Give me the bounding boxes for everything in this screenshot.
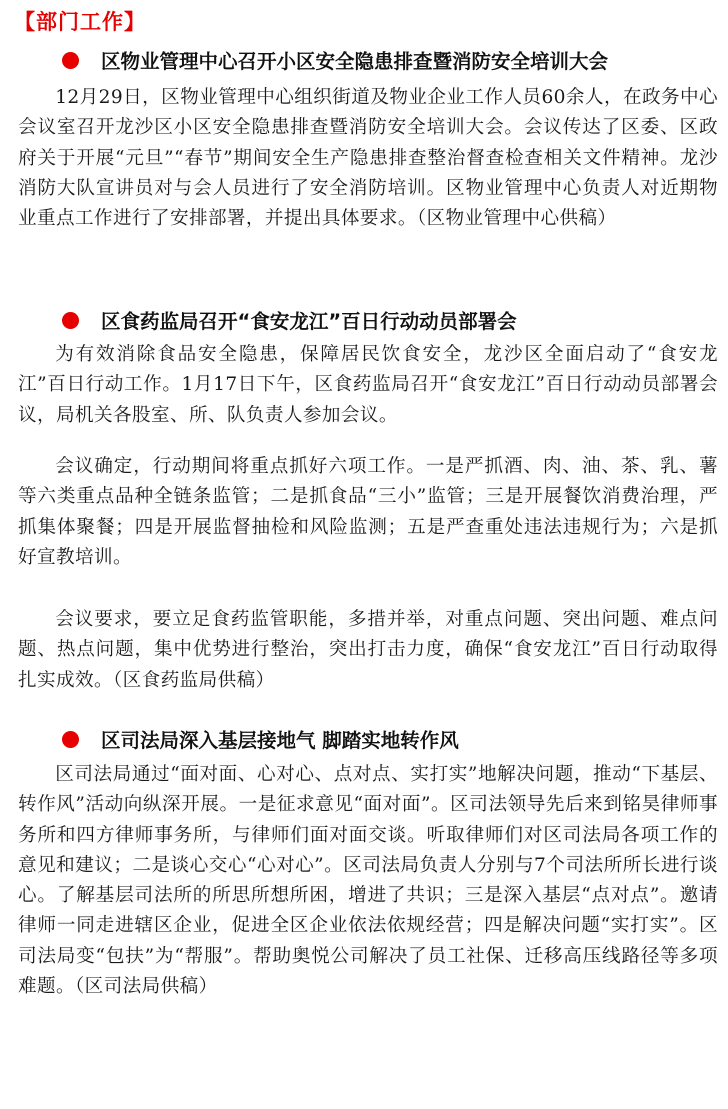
- section-label: 【部门工作】: [14, 10, 146, 34]
- article-headline: [62, 304, 517, 336]
- article-paragraph: 会议确定，行动期间将重点抓好六项工作。一是严抓酒、肉、油、茶、乳、薯等六类重点品种全链条监管；二是抓食品“三小”监管；三是开展餐饮消费治理，严抓集体聚餐；四是开展监督抽检和风险监测；五是严查重处违法违规行为；六是抓好宣教培训。: [18, 456, 718, 568]
- red-bullet-icon: [62, 52, 79, 69]
- article-headline: [62, 723, 459, 755]
- article-paragraph: 会议要求，要立足食药监管职能，多措并举，对重点问题、突出问题、难点问题、热点问题，集中优势进行整治，突出打击力度，确保“食安龙江”百日行动取得扎实成效。（区食药监局供稿）: [18, 609, 718, 691]
- red-bullet-icon: [62, 312, 79, 329]
- article-headline: [62, 44, 608, 76]
- article-headline-text: 区司法局深入基层接地气 脚踏实地转作风: [101, 729, 459, 752]
- article-paragraph: 12月29日，区物业管理中心组织街道及物业企业工作人员60余人，在政务中心会议室召开龙沙区小区安全隐患排查暨消防安全培训大会。会议传达了区委、区政府关于开展“元旦”“春节”期间安全生产隐患排查整治督查检查相关文件精神。龙沙消防大队宣讲员对与会人员进行了安全消防培训。区物业管理中心负责人对近期物业重点工作进行了安排部署，并提出具体要求。（区物业管理中心供稿）: [18, 87, 718, 229]
- article-paragraph: 区司法局通过“面对面、心对心、点对点、实打实”地解决问题，推动“下基层、转作风”活动向纵深开展。一是征求意见“面对面”。区司法领导先后来到铭昊律师事务所和四方律师事务所，与律师们面对面交谈。听取律师们对区司法局各项工作的意见和建议；二是谈心交心“心对心”。区司法局负责人分别与7个司法所所长进行谈心。了解基层司法所的所思所想所困，增进了共识；三是深入基层“点对点”。邀请律师一同走进辖区企业，促进全区企业依法依规经营；四是解决问题“实打实”。区司法局变“包扶”为“帮服”。帮助奥悦公司解决了员工社保、迁移高压线路径等多项难题。（区司法局供稿）: [18, 764, 718, 997]
- article-paragraph: 为有效消除食品安全隐患，保障居民饮食安全，龙沙区全面启动了“食安龙江”百日行动工作。1月17日下午，区食药监局召开“食安龙江”百日行动动员部署会议，局机关各股室、所、队负责人参加会议。: [18, 344, 718, 426]
- article-headline-text: 区物业管理中心召开小区安全隐患排查暨消防安全培训大会: [101, 50, 609, 73]
- red-bullet-icon: [62, 731, 79, 748]
- article-headline-text: 区食药监局召开“食安龙江”百日行动动员部署会: [101, 310, 517, 333]
